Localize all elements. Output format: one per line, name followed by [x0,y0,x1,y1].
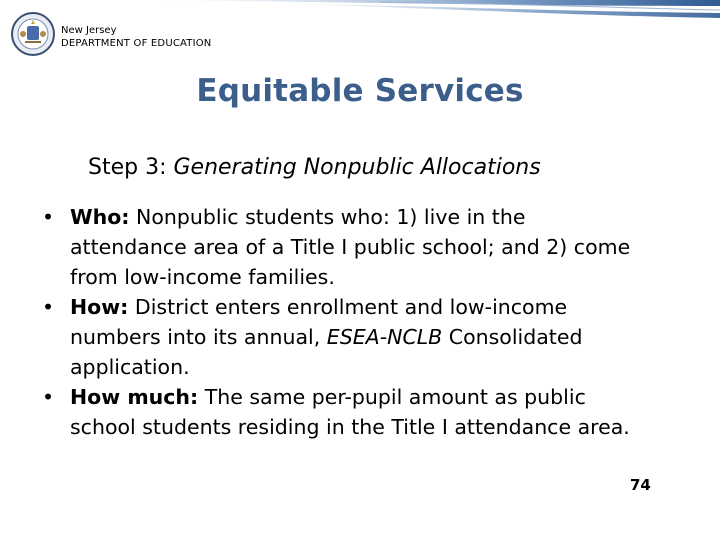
slide-header [0,0,720,60]
bullet-dot: • [42,205,55,229]
slide-title: Equitable Services [196,73,524,109]
step-prefix: Step 3: [88,155,174,180]
bullet-text: District enters enrollment and low-income numbers into its annual, [70,295,568,349]
bullet-text: The same per-pupil amount as public school students residing in the Title I attendance area. [70,385,630,439]
bullet-label: How: [70,295,129,319]
bullet-label: Who: [70,205,130,229]
bullet-how-much [42,382,642,442]
bullet-emphasis: ESEA-NCLB [326,325,443,349]
org-line-1: New Jersey [61,25,117,36]
step-heading [88,155,541,180]
bullet-dot: • [42,295,55,319]
bullet-who [42,202,642,292]
nj-state-seal-icon [11,12,55,56]
bullet-how [42,292,642,382]
bullet-list [42,202,642,442]
bullet-label: How much: [70,385,199,409]
page-number: 74 [630,476,651,494]
bullet-text-end: Consolidated application. [70,325,583,379]
org-line-2: DEPARTMENT OF EDUCATION [61,38,212,49]
step-title: Generating Nonpublic Allocations [173,155,541,180]
bullet-dot: • [42,385,55,409]
bullet-text: Nonpublic students who: 1) live in the attendance area of a Title I public school; and 2) come from low-income families. [70,205,631,289]
organization-name [61,24,212,50]
